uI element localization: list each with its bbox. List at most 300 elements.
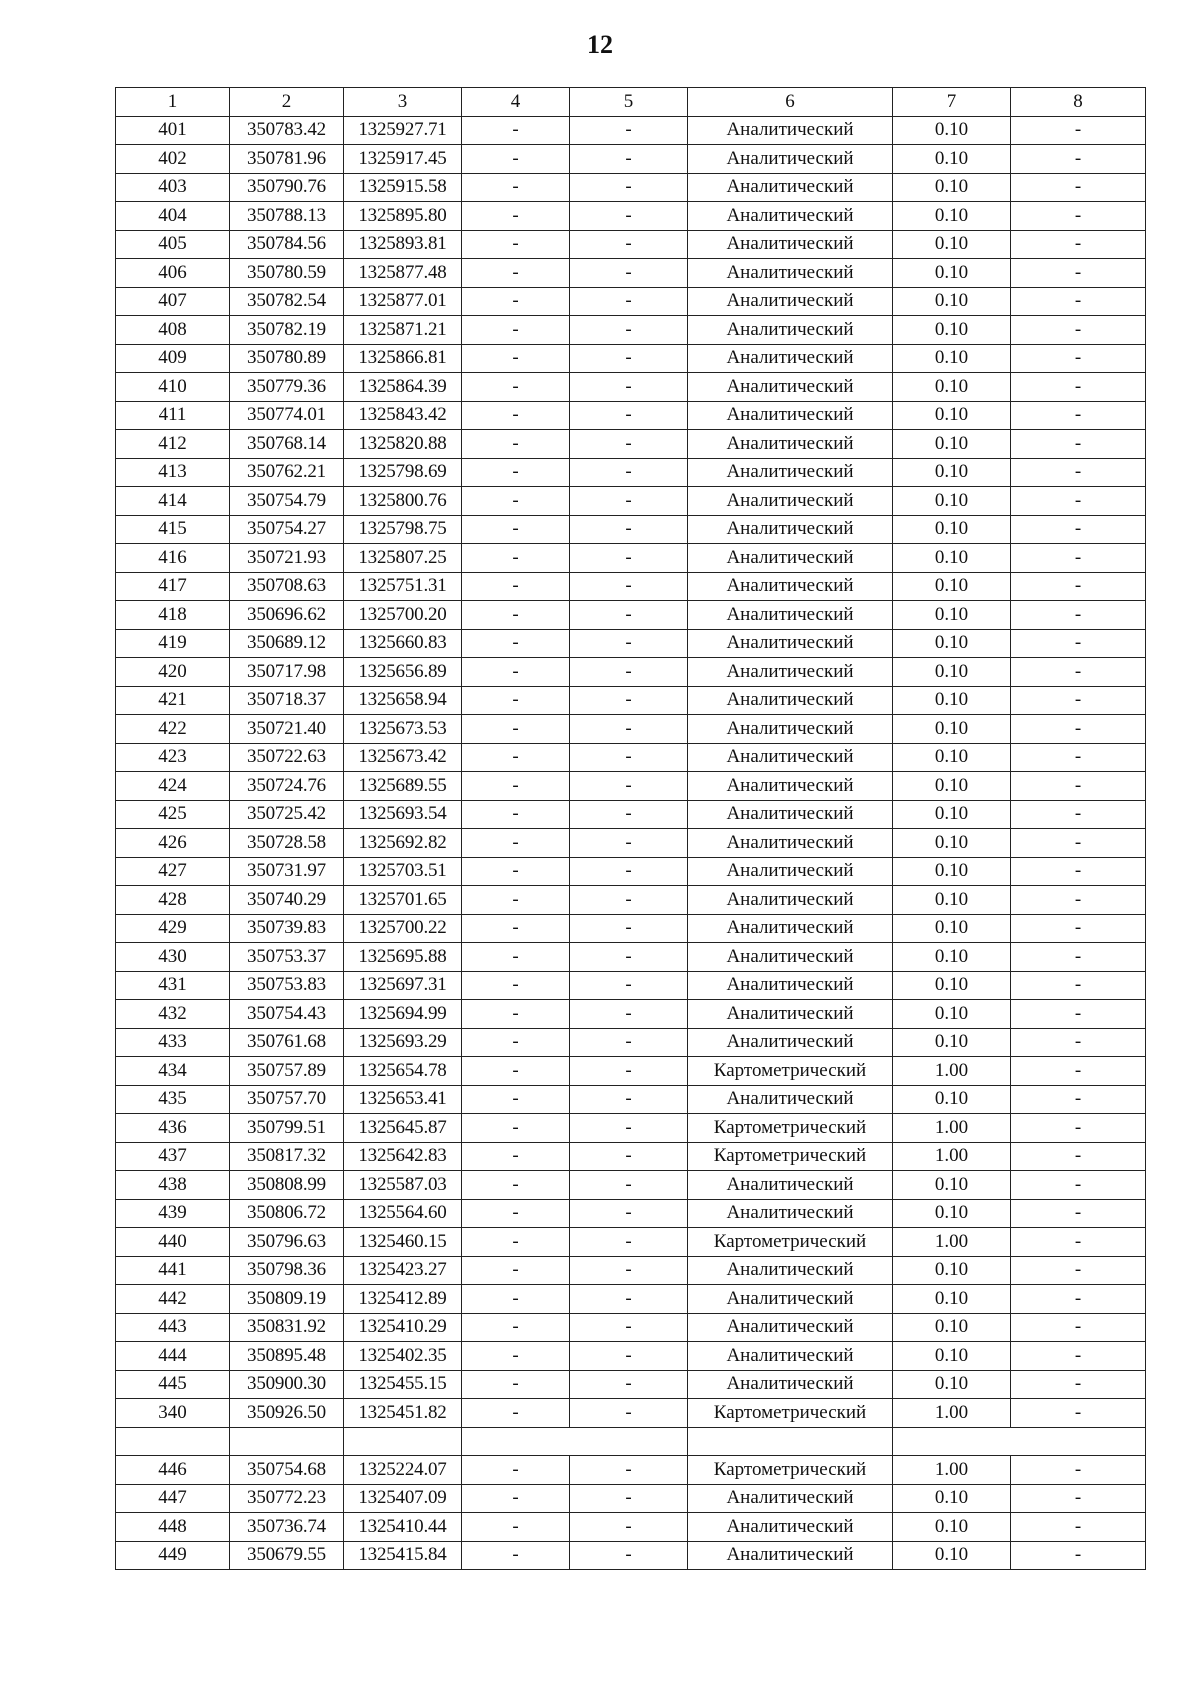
cell-col-2: 350780.59	[230, 259, 344, 288]
cell-col-8: -	[1011, 287, 1146, 316]
cell-col-4: -	[462, 1541, 570, 1570]
cell-col-4: -	[462, 943, 570, 972]
cell-col-1: 401	[116, 116, 230, 145]
cell-col-1: 448	[116, 1513, 230, 1542]
cell-col-5: -	[570, 1028, 688, 1057]
cell-col-1: 417	[116, 572, 230, 601]
cell-col-2: 350817.32	[230, 1142, 344, 1171]
cell-col-7: 0.10	[893, 173, 1011, 202]
cell-col-6: Аналитический	[688, 401, 893, 430]
cell-col-5: -	[570, 145, 688, 174]
cell-col-4: -	[462, 829, 570, 858]
cell-col-5: -	[570, 487, 688, 516]
cell-col-7: 0.10	[893, 914, 1011, 943]
cell-col-6: Аналитический	[688, 373, 893, 402]
cell-col-6: Картометрический	[688, 1057, 893, 1086]
cell-col-8: -	[1011, 259, 1146, 288]
cell-col-4: -	[462, 1028, 570, 1057]
cell-col-7: 0.10	[893, 116, 1011, 145]
cell-col-4: -	[462, 572, 570, 601]
cell-col-4: -	[462, 116, 570, 145]
cell-col-4: -	[462, 316, 570, 345]
cell-col-5: -	[570, 430, 688, 459]
cell-col-1: 427	[116, 857, 230, 886]
cell-col-5: -	[570, 401, 688, 430]
cell-col-3: 1325864.39	[344, 373, 462, 402]
cell-col-7: 0.10	[893, 430, 1011, 459]
cell-col-6: Аналитический	[688, 629, 893, 658]
cell-col-6: Аналитический	[688, 772, 893, 801]
cell-col-7: 0.10	[893, 1085, 1011, 1114]
empty-cell	[116, 1427, 230, 1456]
cell-col-8: -	[1011, 1057, 1146, 1086]
cell-col-8: -	[1011, 1228, 1146, 1257]
cell-col-2: 350725.42	[230, 800, 344, 829]
cell-col-2: 350761.68	[230, 1028, 344, 1057]
cell-col-8: -	[1011, 743, 1146, 772]
cell-col-6: Аналитический	[688, 914, 893, 943]
table-row	[116, 1370, 1146, 1399]
cell-col-7: 1.00	[893, 1142, 1011, 1171]
cell-col-6: Картометрический	[688, 1142, 893, 1171]
cell-col-3: 1325689.55	[344, 772, 462, 801]
cell-col-1: 433	[116, 1028, 230, 1057]
cell-col-7: 0.10	[893, 971, 1011, 1000]
cell-col-8: -	[1011, 1256, 1146, 1285]
cell-col-4: -	[462, 173, 570, 202]
cell-col-3: 1325703.51	[344, 857, 462, 886]
cell-col-3: 1325693.29	[344, 1028, 462, 1057]
cell-col-6: Аналитический	[688, 1199, 893, 1228]
cell-col-8: -	[1011, 800, 1146, 829]
table-row	[116, 1142, 1146, 1171]
cell-col-3: 1325564.60	[344, 1199, 462, 1228]
cell-col-1: 447	[116, 1484, 230, 1513]
cell-col-3: 1325807.25	[344, 544, 462, 573]
table-row	[116, 1313, 1146, 1342]
cell-col-4: -	[462, 344, 570, 373]
cell-col-2: 350895.48	[230, 1342, 344, 1371]
empty-cell	[462, 1427, 688, 1456]
table-row	[116, 1199, 1146, 1228]
cell-col-7: 0.10	[893, 601, 1011, 630]
cell-col-1: 449	[116, 1541, 230, 1570]
table-row	[116, 1399, 1146, 1428]
cell-col-5: -	[570, 857, 688, 886]
cell-col-2: 350757.70	[230, 1085, 344, 1114]
cell-col-7: 0.10	[893, 829, 1011, 858]
cell-col-6: Аналитический	[688, 1342, 893, 1371]
cell-col-8: -	[1011, 1313, 1146, 1342]
table-row	[116, 971, 1146, 1000]
cell-col-7: 0.10	[893, 401, 1011, 430]
table-row	[116, 772, 1146, 801]
cell-col-8: -	[1011, 430, 1146, 459]
cell-col-6: Картометрический	[688, 1228, 893, 1257]
cell-col-3: 1325895.80	[344, 202, 462, 231]
cell-col-4: -	[462, 515, 570, 544]
cell-col-4: -	[462, 230, 570, 259]
cell-col-5: -	[570, 287, 688, 316]
cell-col-2: 350782.19	[230, 316, 344, 345]
cell-col-3: 1325866.81	[344, 344, 462, 373]
cell-col-6: Аналитический	[688, 1484, 893, 1513]
cell-col-3: 1325642.83	[344, 1142, 462, 1171]
cell-col-2: 350762.21	[230, 458, 344, 487]
cell-col-2: 350781.96	[230, 145, 344, 174]
cell-col-1: 440	[116, 1228, 230, 1257]
cell-col-8: -	[1011, 1399, 1146, 1428]
table-row	[116, 1541, 1146, 1570]
cell-col-3: 1325410.29	[344, 1313, 462, 1342]
table-row	[116, 259, 1146, 288]
table-row	[116, 1256, 1146, 1285]
cell-col-8: -	[1011, 1484, 1146, 1513]
cell-col-5: -	[570, 1114, 688, 1143]
cell-col-1: 402	[116, 145, 230, 174]
cell-col-4: -	[462, 1142, 570, 1171]
cell-col-2: 350739.83	[230, 914, 344, 943]
cell-col-7: 0.10	[893, 658, 1011, 687]
cell-col-4: -	[462, 401, 570, 430]
column-header-7: 7	[893, 88, 1011, 117]
cell-col-5: -	[570, 772, 688, 801]
cell-col-3: 1325927.71	[344, 116, 462, 145]
column-header-1: 1	[116, 88, 230, 117]
cell-col-7: 0.10	[893, 943, 1011, 972]
cell-col-8: -	[1011, 544, 1146, 573]
cell-col-3: 1325224.07	[344, 1456, 462, 1485]
cell-col-3: 1325692.82	[344, 829, 462, 858]
cell-col-5: -	[570, 1342, 688, 1371]
table-row	[116, 886, 1146, 915]
cell-col-7: 0.10	[893, 1313, 1011, 1342]
cell-col-6: Аналитический	[688, 1513, 893, 1542]
cell-col-3: 1325697.31	[344, 971, 462, 1000]
cell-col-7: 0.10	[893, 743, 1011, 772]
cell-col-3: 1325915.58	[344, 173, 462, 202]
table-row	[116, 287, 1146, 316]
column-header-8: 8	[1011, 88, 1146, 117]
cell-col-2: 350900.30	[230, 1370, 344, 1399]
cell-col-3: 1325673.42	[344, 743, 462, 772]
column-header-6: 6	[688, 88, 893, 117]
cell-col-8: -	[1011, 401, 1146, 430]
cell-col-6: Аналитический	[688, 601, 893, 630]
table-row	[116, 658, 1146, 687]
cell-col-7: 1.00	[893, 1114, 1011, 1143]
cell-col-5: -	[570, 1370, 688, 1399]
cell-col-4: -	[462, 629, 570, 658]
cell-col-4: -	[462, 145, 570, 174]
table-row	[116, 373, 1146, 402]
separator-row	[116, 1427, 1146, 1456]
cell-col-5: -	[570, 1313, 688, 1342]
cell-col-7: 0.10	[893, 629, 1011, 658]
cell-col-8: -	[1011, 715, 1146, 744]
cell-col-2: 350782.54	[230, 287, 344, 316]
cell-col-2: 350783.42	[230, 116, 344, 145]
cell-col-8: -	[1011, 857, 1146, 886]
cell-col-1: 434	[116, 1057, 230, 1086]
table-row	[116, 202, 1146, 231]
cell-col-4: -	[462, 1456, 570, 1485]
cell-col-6: Аналитический	[688, 686, 893, 715]
cell-col-6: Аналитический	[688, 430, 893, 459]
cell-col-4: -	[462, 914, 570, 943]
cell-col-8: -	[1011, 1085, 1146, 1114]
cell-col-4: -	[462, 544, 570, 573]
cell-col-6: Аналитический	[688, 1171, 893, 1200]
cell-col-6: Аналитический	[688, 1000, 893, 1029]
table-row	[116, 458, 1146, 487]
cell-col-4: -	[462, 1399, 570, 1428]
cell-col-7: 0.10	[893, 344, 1011, 373]
cell-col-4: -	[462, 1484, 570, 1513]
cell-col-2: 350788.13	[230, 202, 344, 231]
cell-col-3: 1325402.35	[344, 1342, 462, 1371]
table-row	[116, 344, 1146, 373]
cell-col-3: 1325877.01	[344, 287, 462, 316]
cell-col-2: 350718.37	[230, 686, 344, 715]
cell-col-3: 1325893.81	[344, 230, 462, 259]
cell-col-7: 0.10	[893, 1000, 1011, 1029]
cell-col-6: Аналитический	[688, 715, 893, 744]
table-row	[116, 943, 1146, 972]
cell-col-5: -	[570, 1456, 688, 1485]
cell-col-5: -	[570, 202, 688, 231]
cell-col-4: -	[462, 1114, 570, 1143]
cell-col-8: -	[1011, 1513, 1146, 1542]
cell-col-3: 1325800.76	[344, 487, 462, 516]
cell-col-8: -	[1011, 629, 1146, 658]
cell-col-4: -	[462, 1370, 570, 1399]
cell-col-6: Аналитический	[688, 829, 893, 858]
table-row	[116, 1484, 1146, 1513]
table-row	[116, 1000, 1146, 1029]
cell-col-2: 350753.83	[230, 971, 344, 1000]
table-row	[116, 173, 1146, 202]
cell-col-4: -	[462, 1085, 570, 1114]
cell-col-1: 416	[116, 544, 230, 573]
cell-col-5: -	[570, 173, 688, 202]
cell-col-7: 0.10	[893, 373, 1011, 402]
cell-col-4: -	[462, 287, 570, 316]
cell-col-4: -	[462, 1057, 570, 1086]
cell-col-8: -	[1011, 1342, 1146, 1371]
cell-col-6: Аналитический	[688, 971, 893, 1000]
cell-col-1: 429	[116, 914, 230, 943]
cell-col-3: 1325798.75	[344, 515, 462, 544]
cell-col-4: -	[462, 1171, 570, 1200]
cell-col-8: -	[1011, 1114, 1146, 1143]
cell-col-1: 405	[116, 230, 230, 259]
cell-col-1: 413	[116, 458, 230, 487]
cell-col-5: -	[570, 971, 688, 1000]
cell-col-5: -	[570, 1256, 688, 1285]
cell-col-8: -	[1011, 572, 1146, 601]
cell-col-8: -	[1011, 173, 1146, 202]
table-row	[116, 515, 1146, 544]
cell-col-6: Аналитический	[688, 515, 893, 544]
cell-col-3: 1325645.87	[344, 1114, 462, 1143]
cell-col-4: -	[462, 1513, 570, 1542]
cell-col-6: Аналитический	[688, 800, 893, 829]
cell-col-8: -	[1011, 1285, 1146, 1314]
cell-col-3: 1325693.54	[344, 800, 462, 829]
cell-col-1: 446	[116, 1456, 230, 1485]
cell-col-7: 0.10	[893, 1541, 1011, 1570]
cell-col-6: Аналитический	[688, 316, 893, 345]
cell-col-5: -	[570, 230, 688, 259]
cell-col-3: 1325843.42	[344, 401, 462, 430]
cell-col-4: -	[462, 743, 570, 772]
table-row	[116, 401, 1146, 430]
cell-col-6: Аналитический	[688, 1085, 893, 1114]
table-row	[116, 629, 1146, 658]
cell-col-2: 350689.12	[230, 629, 344, 658]
cell-col-2: 350757.89	[230, 1057, 344, 1086]
table-row	[116, 715, 1146, 744]
table-row	[116, 430, 1146, 459]
cell-col-3: 1325751.31	[344, 572, 462, 601]
coordinates-table	[115, 87, 1146, 1570]
cell-col-1: 441	[116, 1256, 230, 1285]
cell-col-1: 403	[116, 173, 230, 202]
cell-col-1: 438	[116, 1171, 230, 1200]
cell-col-1: 422	[116, 715, 230, 744]
cell-col-7: 0.10	[893, 230, 1011, 259]
cell-col-2: 350753.37	[230, 943, 344, 972]
table-row	[116, 1513, 1146, 1542]
cell-col-8: -	[1011, 601, 1146, 630]
cell-col-3: 1325658.94	[344, 686, 462, 715]
cell-col-5: -	[570, 1171, 688, 1200]
cell-col-1: 419	[116, 629, 230, 658]
cell-col-4: -	[462, 971, 570, 1000]
cell-col-2: 350784.56	[230, 230, 344, 259]
cell-col-2: 350724.76	[230, 772, 344, 801]
cell-col-3: 1325587.03	[344, 1171, 462, 1200]
cell-col-6: Аналитический	[688, 1285, 893, 1314]
cell-col-1: 408	[116, 316, 230, 345]
cell-col-4: -	[462, 857, 570, 886]
cell-col-7: 0.10	[893, 316, 1011, 345]
cell-col-1: 437	[116, 1142, 230, 1171]
cell-col-8: -	[1011, 458, 1146, 487]
cell-col-1: 430	[116, 943, 230, 972]
cell-col-4: -	[462, 772, 570, 801]
cell-col-2: 350831.92	[230, 1313, 344, 1342]
cell-col-1: 407	[116, 287, 230, 316]
cell-col-1: 409	[116, 344, 230, 373]
table-row	[116, 829, 1146, 858]
cell-col-8: -	[1011, 971, 1146, 1000]
table-row	[116, 487, 1146, 516]
cell-col-8: -	[1011, 1541, 1146, 1570]
cell-col-6: Картометрический	[688, 1456, 893, 1485]
table-row	[116, 544, 1146, 573]
cell-col-2: 350696.62	[230, 601, 344, 630]
cell-col-5: -	[570, 1057, 688, 1086]
cell-col-2: 350798.36	[230, 1256, 344, 1285]
cell-col-5: -	[570, 316, 688, 345]
cell-col-6: Аналитический	[688, 287, 893, 316]
cell-col-1: 432	[116, 1000, 230, 1029]
cell-col-3: 1325415.84	[344, 1541, 462, 1570]
cell-col-3: 1325653.41	[344, 1085, 462, 1114]
cell-col-8: -	[1011, 373, 1146, 402]
cell-col-2: 350722.63	[230, 743, 344, 772]
cell-col-3: 1325917.45	[344, 145, 462, 174]
cell-col-3: 1325660.83	[344, 629, 462, 658]
cell-col-7: 0.10	[893, 287, 1011, 316]
cell-col-5: -	[570, 1228, 688, 1257]
empty-cell	[688, 1427, 893, 1456]
cell-col-3: 1325701.65	[344, 886, 462, 915]
cell-col-3: 1325451.82	[344, 1399, 462, 1428]
cell-col-5: -	[570, 1085, 688, 1114]
cell-col-6: Аналитический	[688, 1313, 893, 1342]
cell-col-8: -	[1011, 829, 1146, 858]
cell-col-2: 350790.76	[230, 173, 344, 202]
cell-col-5: -	[570, 943, 688, 972]
cell-col-1: 404	[116, 202, 230, 231]
cell-col-1: 428	[116, 886, 230, 915]
cell-col-4: -	[462, 1285, 570, 1314]
cell-col-2: 350708.63	[230, 572, 344, 601]
cell-col-7: 0.10	[893, 259, 1011, 288]
cell-col-2: 350809.19	[230, 1285, 344, 1314]
cell-col-8: -	[1011, 515, 1146, 544]
cell-col-3: 1325877.48	[344, 259, 462, 288]
cell-col-3: 1325656.89	[344, 658, 462, 687]
cell-col-6: Аналитический	[688, 202, 893, 231]
cell-col-4: -	[462, 800, 570, 829]
cell-col-4: -	[462, 487, 570, 516]
cell-col-7: 0.10	[893, 1199, 1011, 1228]
cell-col-4: -	[462, 1313, 570, 1342]
cell-col-2: 350717.98	[230, 658, 344, 687]
cell-col-3: 1325700.22	[344, 914, 462, 943]
cell-col-5: -	[570, 1199, 688, 1228]
cell-col-7: 0.10	[893, 202, 1011, 231]
cell-col-8: -	[1011, 230, 1146, 259]
cell-col-5: -	[570, 800, 688, 829]
cell-col-5: -	[570, 344, 688, 373]
cell-col-6: Аналитический	[688, 145, 893, 174]
cell-col-2: 350806.72	[230, 1199, 344, 1228]
cell-col-3: 1325820.88	[344, 430, 462, 459]
table-body	[116, 116, 1146, 1570]
cell-col-6: Аналитический	[688, 658, 893, 687]
cell-col-5: -	[570, 743, 688, 772]
cell-col-4: -	[462, 458, 570, 487]
cell-col-8: -	[1011, 886, 1146, 915]
cell-col-8: -	[1011, 943, 1146, 972]
table-row	[116, 1114, 1146, 1143]
cell-col-5: -	[570, 1285, 688, 1314]
cell-col-7: 0.10	[893, 515, 1011, 544]
cell-col-8: -	[1011, 116, 1146, 145]
cell-col-7: 0.10	[893, 1285, 1011, 1314]
cell-col-2: 350772.23	[230, 1484, 344, 1513]
cell-col-5: -	[570, 658, 688, 687]
cell-col-4: -	[462, 373, 570, 402]
page-number: 12	[587, 30, 613, 59]
table-row	[116, 316, 1146, 345]
table-row	[116, 1085, 1146, 1114]
